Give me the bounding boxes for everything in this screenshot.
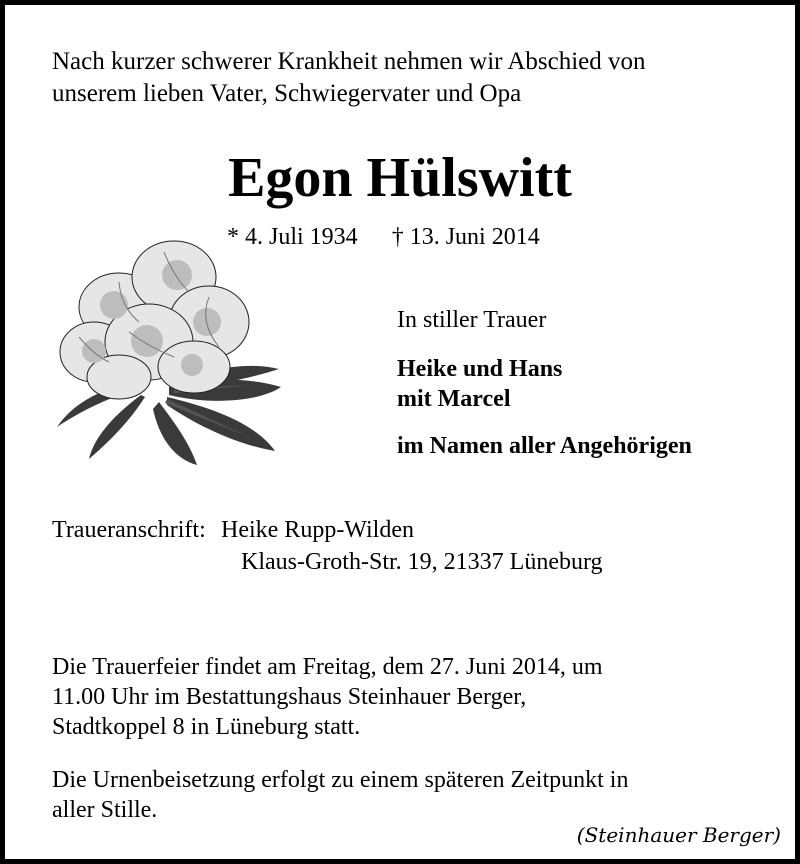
burial-line-2: aller Stille. [52, 797, 158, 823]
death-date: † 13. Juni 2014 [391, 224, 540, 250]
leaf [89, 395, 145, 459]
intro-line-2: unserem lieben Vater, Schwiegervater und Opa [52, 80, 522, 107]
relatives-line: im Namen aller Angehörigen [397, 433, 692, 459]
ceremony-line-2: 11.00 Uhr im Bestattungshaus Steinhauer Berger, [52, 684, 527, 710]
mourning-intro: In stiller Trauer [397, 307, 547, 333]
mourners-names-line-1: Heike und Hans [397, 356, 563, 382]
deceased-name: Egon Hülswitt [228, 147, 572, 209]
burial-line-1: Die Urnenbeisetzung erfolgt zu einem späteren Zeitpunkt in [52, 767, 629, 793]
funeral-home-signature: (Steinhauer Berger) [576, 823, 781, 847]
intro-line-1: Nach kurzer schwerer Krankheit nehmen wir Abschied von [52, 48, 646, 75]
mourners-names-line-2: mit Marcel [397, 386, 511, 412]
ceremony-line-3: Stadtkoppel 8 in Lüneburg statt. [52, 714, 361, 740]
address-label: Traueranschrift: [52, 517, 206, 543]
birth-date: * 4. Juli 1934 [227, 224, 358, 250]
rhododendron-flower-image [49, 237, 289, 469]
address-name: Heike Rupp-Wilden [221, 517, 414, 543]
address-street: Klaus-Groth-Str. 19, 21337 Lüneburg [241, 549, 603, 575]
ceremony-line-1: Die Trauerfeier findet am Freitag, dem 27. Juni 2014, um [52, 654, 603, 680]
